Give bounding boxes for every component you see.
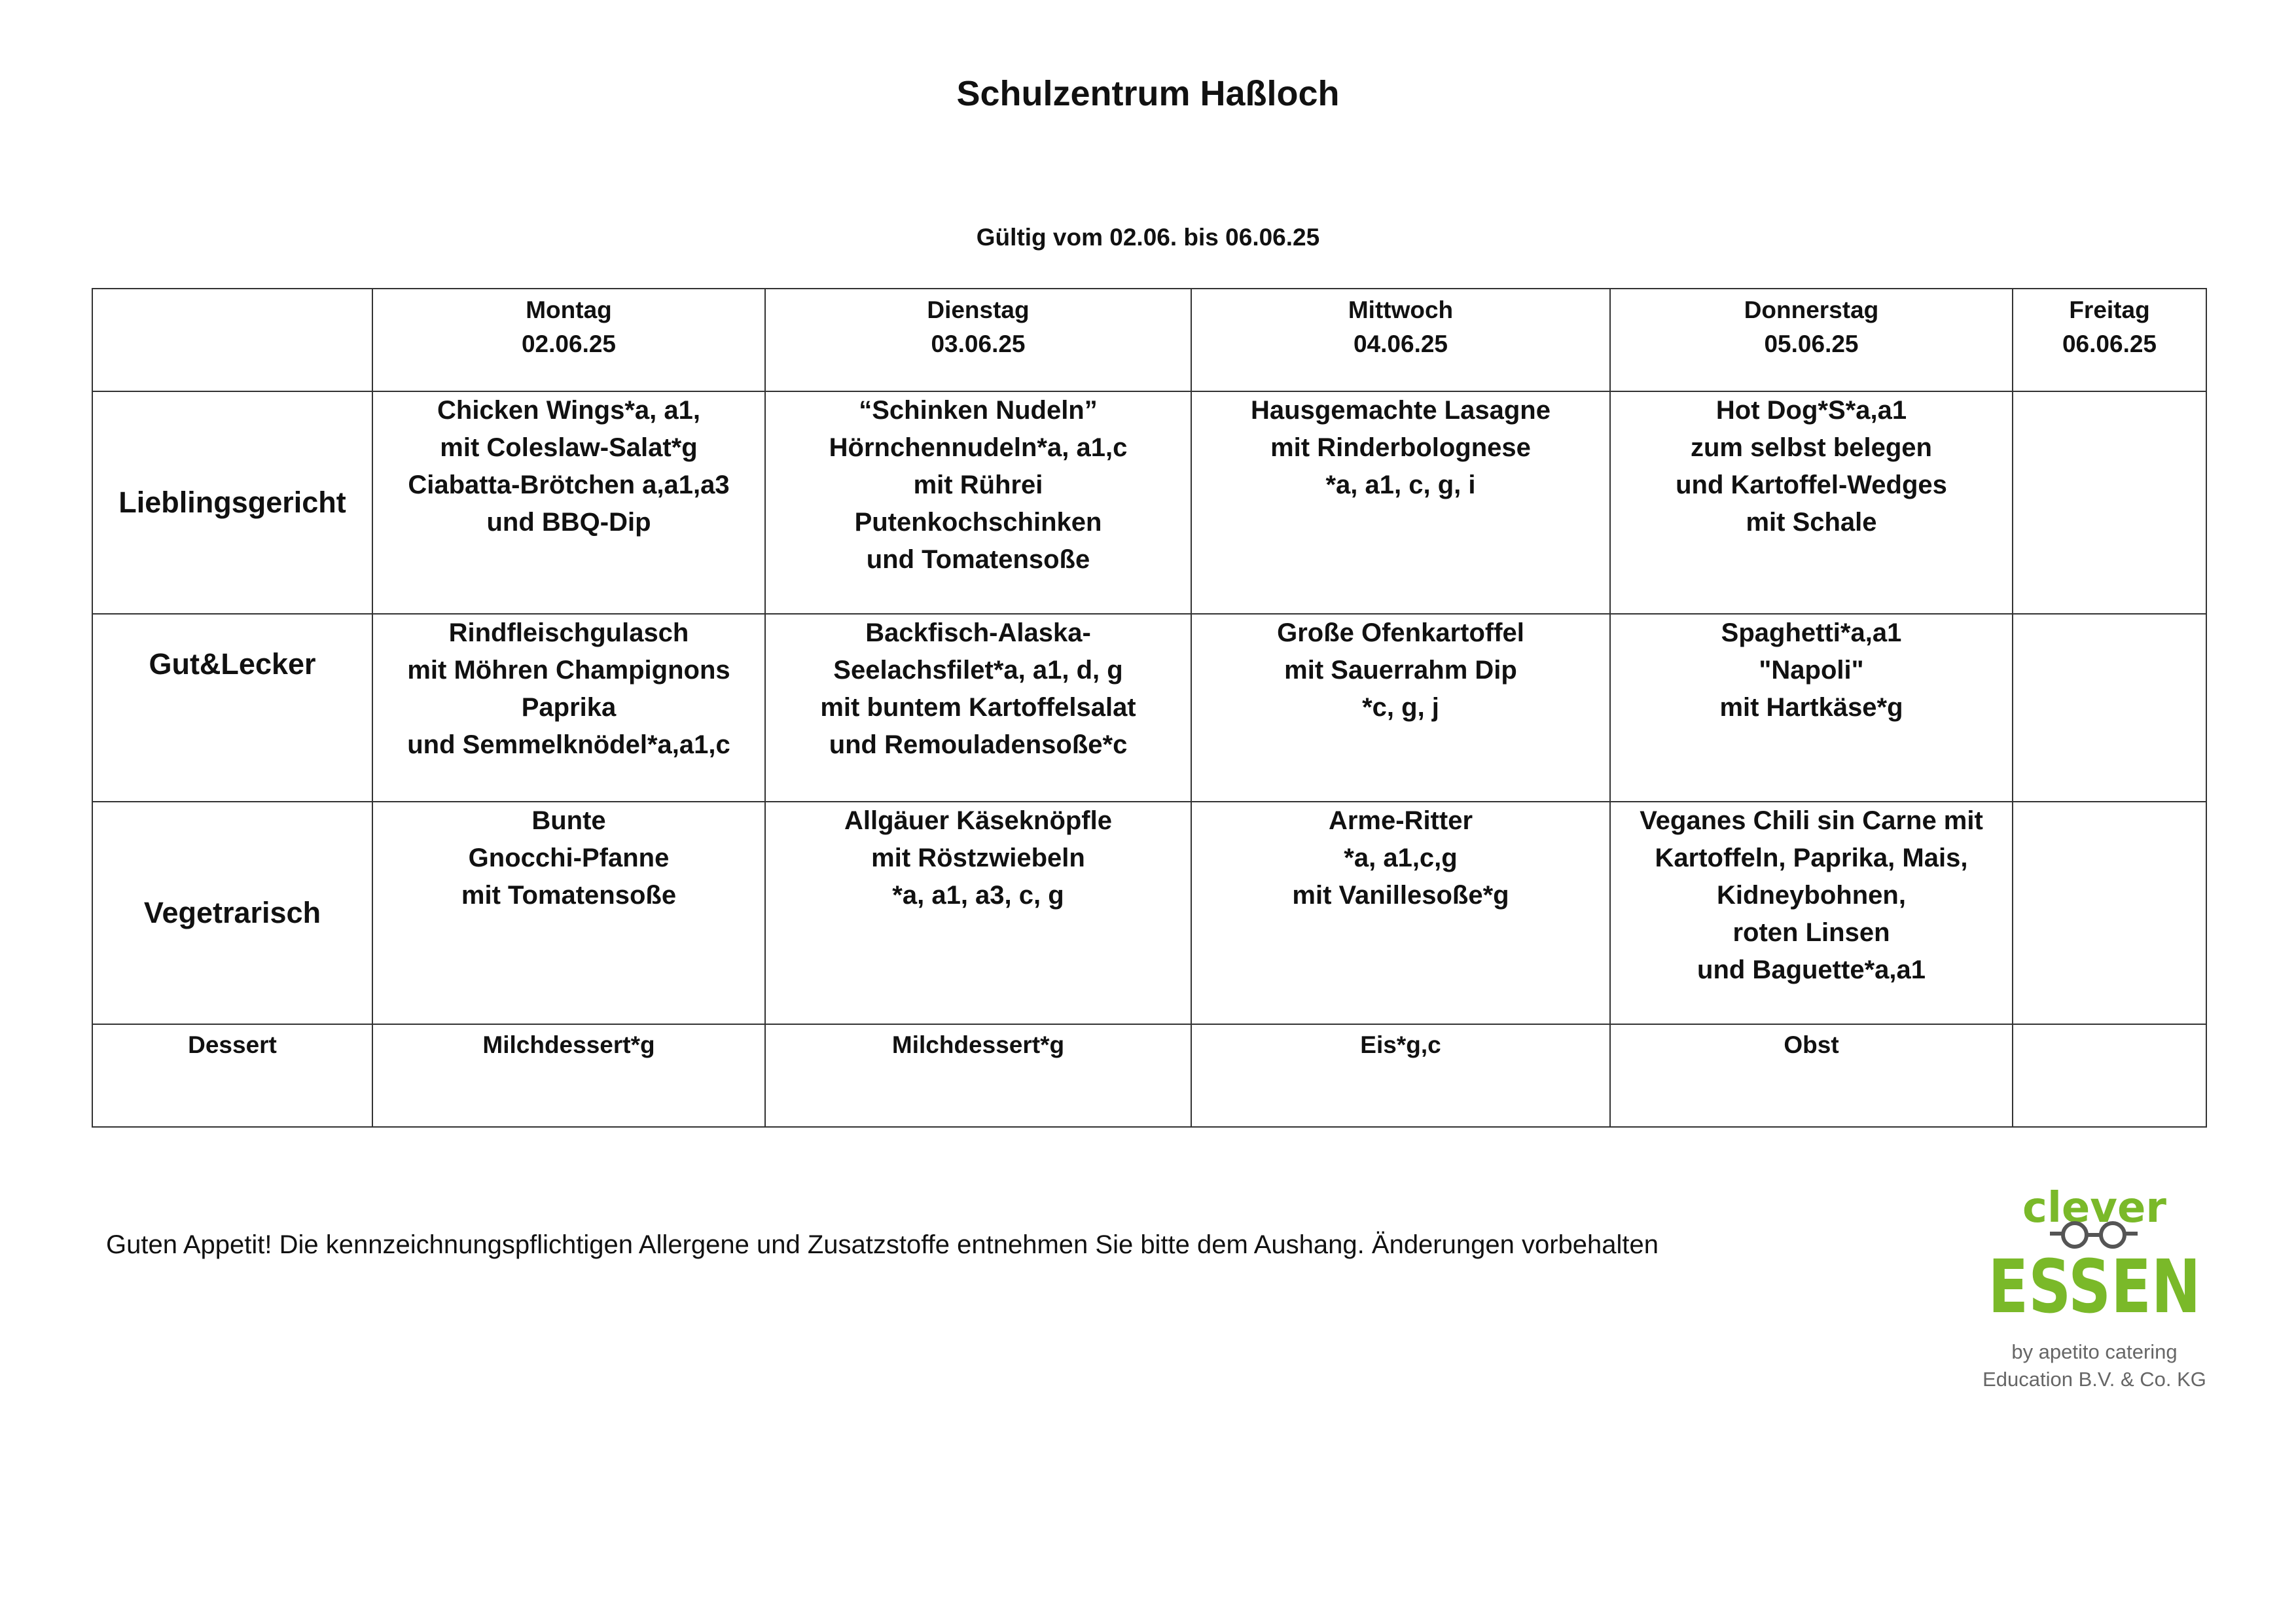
day-date: 03.06.25 (931, 330, 1026, 357)
dish-cell: Hausgemachte Lasagne mit Rinderbolognese *a, a1, c, g, i (1191, 391, 1610, 614)
day-date: 06.06.25 (2062, 330, 2157, 357)
dessert-cell: Obst (1610, 1024, 2013, 1127)
dessert-cell: Milchdessert*g (765, 1024, 1191, 1127)
menu-table (92, 288, 2207, 1128)
menu-row-vegetarisch (92, 802, 2206, 1024)
dish-cell: Allgäuer Käseknöpfle mit Röstzwiebeln *a, a1, a3, c, g (765, 802, 1191, 1024)
row-label: Dessert (92, 1024, 372, 1127)
dish-cell (2013, 614, 2206, 802)
dish-cell: “Schinken Nudeln” Hörnchennudeln*a, a1,c mit Rührei Putenkochschinken und Tomatensoße (765, 391, 1191, 614)
menu-row-gut-lecker (92, 614, 2206, 802)
menu-row-dessert (92, 1024, 2206, 1127)
dish-cell: Arme-Ritter *a, a1,c,g mit Vanillesoße*g (1191, 802, 1610, 1024)
day-header-montag (372, 289, 765, 391)
day-header-freitag (2013, 289, 2206, 391)
dish-cell: Große Ofenkartoffel mit Sauerrahm Dip *c, g, j (1191, 614, 1610, 802)
dish-cell (2013, 391, 2206, 614)
dish-cell: Rindfleischgulasch mit Möhren Champignons Paprika und Semmelknödel*a,a1,c (372, 614, 765, 802)
day-header-dienstag (765, 289, 1191, 391)
row-label: Lieblingsgericht (92, 391, 372, 614)
day-date: 05.06.25 (1764, 330, 1859, 357)
dish-cell: Backfisch-Alaska- Seelachsfilet*a, a1, d, g mit buntem Kartoffelsalat und Remouladensoße*c (765, 614, 1191, 802)
footer-note: Guten Appetit! Die kennzeichnungspflichtigen Allergene und Zusatzstoffe entnehmen Sie bitte dem Aushang. Änderungen vorbehalten (106, 1230, 1659, 1259)
header-corner (92, 289, 372, 391)
row-label: Vegetrarisch (92, 802, 372, 1024)
day-name: Donnerstag (1744, 296, 1879, 323)
day-name: Freitag (2069, 296, 2150, 323)
dish-cell: Bunte Gnocchi-Pfanne mit Tomatensoße (372, 802, 765, 1024)
logo-word-essen: ESSEN (1988, 1245, 2201, 1330)
day-name: Dienstag (927, 296, 1030, 323)
day-name: Mittwoch (1348, 296, 1454, 323)
row-label: Gut&Lecker (92, 614, 372, 802)
dish-cell (2013, 802, 2206, 1024)
logo-sub-line2: Education B.V. & Co. KG (1982, 1368, 2206, 1391)
dessert-cell: Eis*g,c (1191, 1024, 1610, 1127)
day-name: Montag (526, 296, 612, 323)
day-date: 02.06.25 (521, 330, 617, 357)
dish-cell: Spaghetti*a,a1 "Napoli" mit Hartkäse*g (1610, 614, 2013, 802)
dessert-cell: Milchdessert*g (372, 1024, 765, 1127)
dish-cell: Chicken Wings*a, a1, mit Coleslaw-Salat*g Ciabatta-Brötchen a,a1,a3 und BBQ-Dip (372, 391, 765, 614)
day-header-donnerstag (1610, 289, 2013, 391)
page-title: Schulzentrum Haßloch (956, 74, 1340, 113)
dish-cell: Hot Dog*S*a,a1 zum selbst belegen und Kartoffel-Wedges mit Schale (1610, 391, 2013, 614)
dish-cell: Veganes Chili sin Carne mit Kartoffeln, Paprika, Mais, Kidneybohnen, roten Linsen und Baguette*a,a1 (1610, 802, 2013, 1024)
header-row (92, 289, 2206, 391)
day-date: 04.06.25 (1353, 330, 1448, 357)
menu-row-lieblingsgericht (92, 391, 2206, 614)
day-header-mittwoch (1191, 289, 1610, 391)
logo-sub-line1: by apetito catering (2011, 1340, 2178, 1363)
logo-word-clever: clever (2022, 1184, 2166, 1232)
logo-subtitle (1970, 1338, 2219, 1393)
dessert-cell (2013, 1024, 2206, 1127)
validity-period: Gültig vom 02.06. bis 06.06.25 (976, 224, 1320, 251)
